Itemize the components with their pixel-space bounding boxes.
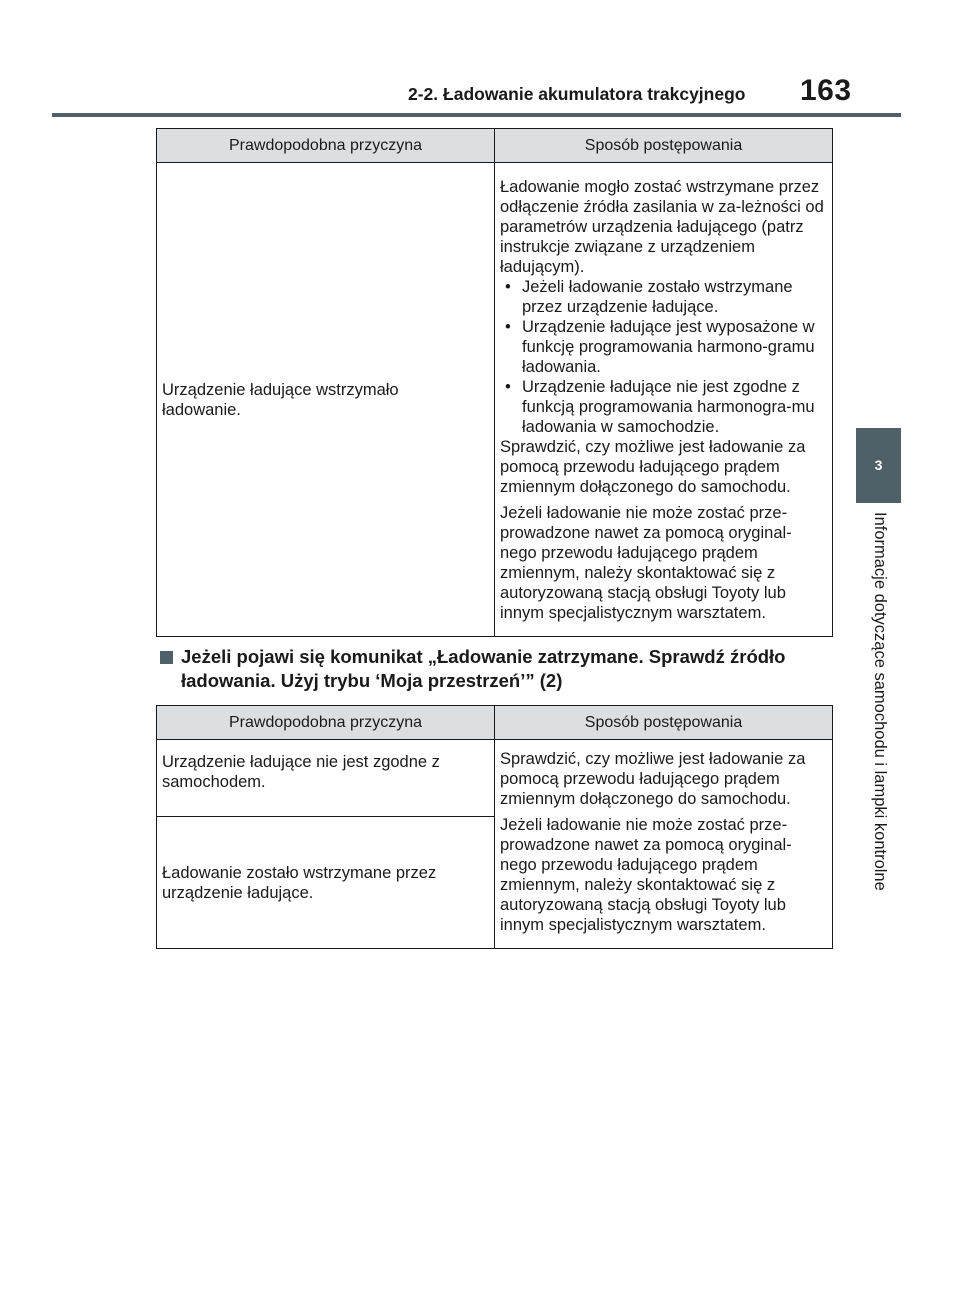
action-contact: Jeżeli ładowanie nie może zostać prze-prowadzone nawet za pomocą oryginal-nego przewodu ładującego prądem zmiennym, należy skontaktować się z autoryzowaną stacją obsługi Toyoty lub innym specjalistycznym warsztatem. (500, 503, 792, 622)
chapter-tab: 3 (856, 428, 901, 503)
chapter-side-title: Informacje dotyczące samochodu i lampki kontrolne (871, 512, 889, 891)
column-header-cause: Prawdopodobna przyczyna (157, 129, 495, 163)
table-row (157, 740, 833, 817)
section-heading (160, 645, 840, 693)
troubleshooting-table-1 (156, 128, 833, 637)
cause-cell (157, 740, 495, 817)
table-header-row (157, 706, 833, 740)
section-title: 2-2. Ładowanie akumulatora trakcyjnego (408, 84, 746, 104)
cause-text: Urządzenie ładujące wstrzymało ładowanie. (162, 380, 399, 419)
list-item: • Urządzenie ładujące jest wyposażone w funkcję programowania harmono-gramu ładowania. (500, 317, 828, 377)
action-check: Sprawdzić, czy możliwe jest ładowanie za pomocą przewodu ładującego prądem zmiennym dołączonego do samochodu. (500, 437, 806, 496)
column-header-cause: Prawdopodobna przyczyna (157, 706, 495, 740)
cause-cell (157, 163, 495, 637)
action-bullet-list (500, 277, 828, 437)
table-header-row (157, 129, 833, 163)
action-intro: Ładowanie mogło zostać wstrzymane przez odłączenie źródła zasilania w za-leżności od parametrów urządzenia ładującego (patrz instrukcje związane z urządzeniem ładującym). (500, 177, 824, 276)
square-bullet-icon (160, 651, 173, 664)
section-heading-text: Jeżeli pojawi się komunikat „Ładowanie zatrzymane. Sprawdź źródło ładowania. Użyj trybu ‘Moja przestrzeń’” (2) (181, 646, 786, 691)
column-header-action: Sposób postępowania (495, 129, 833, 163)
action-cell (495, 740, 833, 949)
cause-cell (157, 817, 495, 949)
list-item: • Urządzenie ładujące nie jest zgodne z funkcją programowania harmonogra-mu ładowania w samochodzie. (500, 377, 828, 437)
header-divider (52, 113, 901, 117)
action-check: Sprawdzić, czy możliwe jest ładowanie za pomocą przewodu ładującego prądem zmiennym dołączonego do samochodu. (500, 750, 806, 808)
page-number: 163 (800, 74, 852, 107)
table-row (157, 163, 833, 637)
troubleshooting-table-2 (156, 705, 833, 949)
list-item: • Jeżeli ładowanie zostało wstrzymane przez urządzenie ładujące. (500, 277, 828, 317)
action-cell (495, 163, 833, 637)
column-header-action: Sposób postępowania (495, 706, 833, 740)
cause-text: Ładowanie zostało wstrzymane przez urządzenie ładujące. (162, 863, 437, 902)
cause-text: Urządzenie ładujące nie jest zgodne z samochodem. (162, 753, 440, 791)
action-contact: Jeżeli ładowanie nie może zostać prze-prowadzone nawet za pomocą oryginal-nego przewodu ładującego prądem zmiennym, należy skontaktować się z autoryzowaną stacją obsługi Toyoty lub innym specjalistycznym warsztatem. (500, 816, 792, 934)
